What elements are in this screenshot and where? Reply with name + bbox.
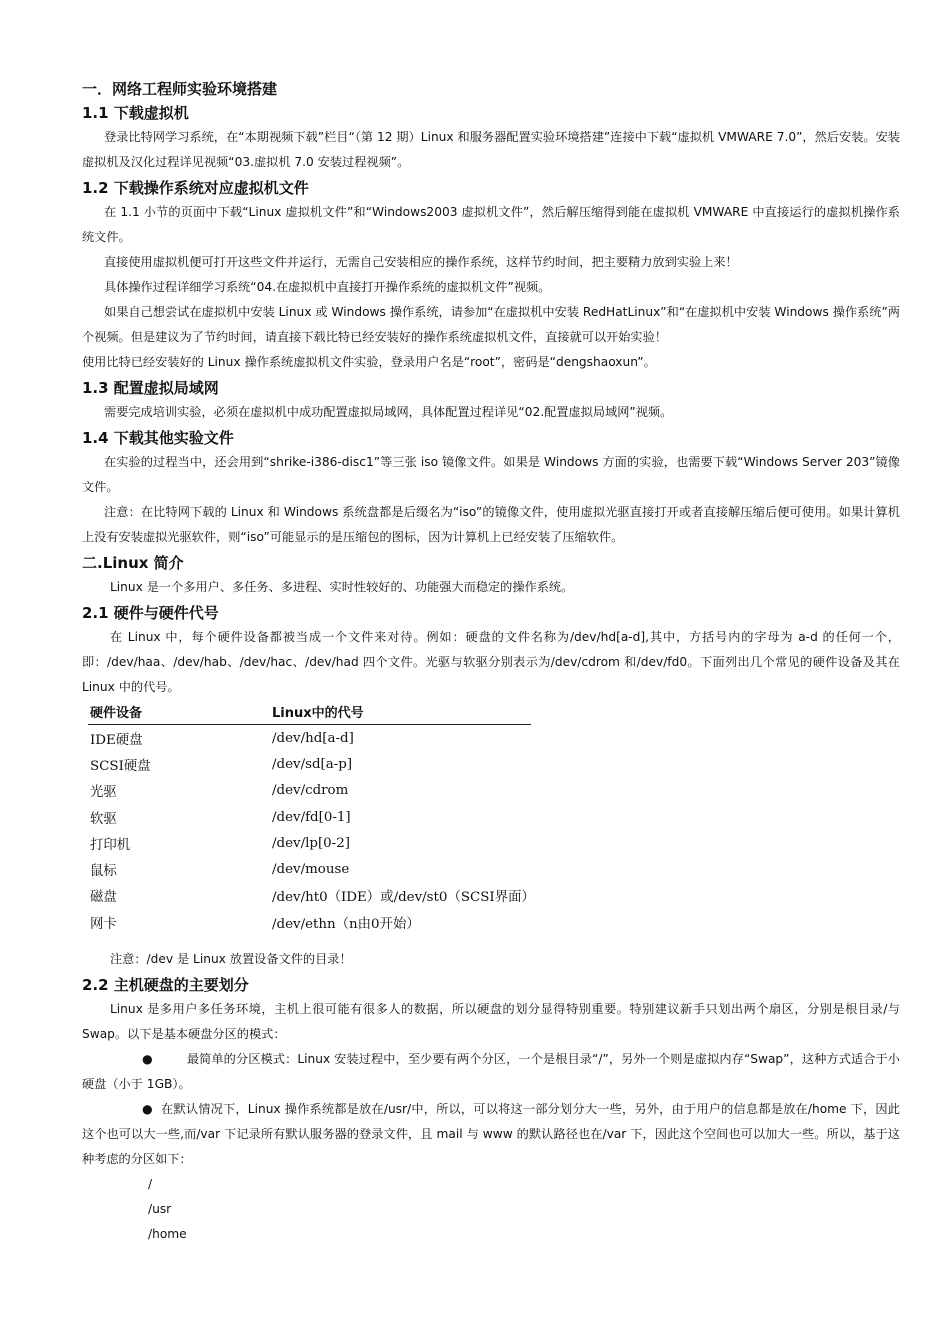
table-cell: 软驱 xyxy=(90,811,117,827)
hardware-table xyxy=(88,700,535,935)
paragraph: 登录比特网学习系统，在“本期视频下载”栏目“（第 12 期）Linux 和服务器配置实验环境搭建”连接中下载“虚拟机 VMWARE 7.0”，然后安装。安装虚拟机及汉化过程详见视频“03.虚拟机 7.0 安装过程视频”。 xyxy=(82,130,900,169)
table-cell: /dev/hd[a-d] xyxy=(272,730,354,746)
table-cell: /dev/ht0（IDE）或/dev/st0（SCSI界面） xyxy=(272,890,535,906)
paragraph: 注意：在比特网下载的 Linux 和 Windows 系统盘都是后缀名为“iso”的镜像文件，使用虚拟光驱直接打开或者直接解压缩后便可使用。如果计算机上没有安装虚拟光驱软件，则“iso”可能显示的是压缩包的图标，因为计算机上已经安装了压缩软件。 xyxy=(82,505,900,544)
paragraph: 需要完成培训实验，必须在虚拟机中成功配置虚拟局域网，具体配置过程详见“02.配置虚拟局域网”视频。 xyxy=(104,405,673,419)
paragraph: 在 Linux 中，每个硬件设备都被当成一个文件来对待。例如：硬盘的文件名称为/dev/hd[a-d],其中，方括号内的字母为 a-d 的任何一个，即：/dev/haa、/dev/hab、/dev/hac、/dev/had 四个文件。光驱与软驱分别表示为/dev/cdrom 和/dev/fd0。下面列出几个常见的硬件设备及其在 Linux 中的代号。 xyxy=(82,630,900,694)
section-1-3-heading: 1.3 配置虚拟局域网 xyxy=(82,379,219,397)
table-cell: 打印机 xyxy=(90,837,131,853)
table-cell: 磁盘 xyxy=(90,890,117,906)
bullet-text: 最简单的分区模式：Linux 安装过程中，至少要有两个分区，一个是根目录“/”，另外一个则是虚拟内存“Swap”，这种方式适合于小硬盘（小于 1GB）。 xyxy=(82,1052,900,1092)
partition-path: / xyxy=(148,1177,153,1192)
table-row xyxy=(88,778,531,804)
document-body xyxy=(82,78,900,1247)
paragraph: Linux 是多用户多任务环境，主机上很可能有很多人的数据，所以硬盘的划分显得特别重要。特别建议新手只划出两个扇区，分别是根目录/与 Swap。以下是基本硬盘分区的模式： xyxy=(82,1002,900,1042)
table-row xyxy=(88,830,531,856)
table-header-cell: Linux中的代号 xyxy=(270,700,531,725)
table-row xyxy=(88,909,531,935)
table-cell: SCSI硬盘 xyxy=(90,758,151,774)
table-cell: /dev/lp[0-2] xyxy=(272,835,350,851)
section-2-1-heading: 2.1 硬件与硬件代号 xyxy=(82,604,219,622)
table-cell: /dev/sd[a-p] xyxy=(272,756,353,772)
section-1-1-heading: 1.1 下载虚拟机 xyxy=(82,104,189,122)
bullet-text: 在默认情况下，Linux 操作系统都是放在/usr/中，所以，可以将这一部分划分大一些，另外，由于用户的信息都是放在/home 下，因此这个也可以大一些,而/var 下记录所有默认服务器的登录文件，且 mail 与 www 的默认路径也在/var 下，因此这个空间也可以加大一些。所以，基于这种考虑的分区如下： xyxy=(82,1102,900,1167)
note-paragraph: 注意：/dev 是 Linux 放置设备文件的目录！ xyxy=(110,952,352,967)
table-cell: 鼠标 xyxy=(90,864,117,880)
table-row xyxy=(88,804,531,830)
section-1-2-heading: 1.2 下载操作系统对应虚拟机文件 xyxy=(82,179,309,197)
paragraph: Linux 是一个多用户、多任务、多进程、实时性较好的、功能强大而稳定的操作系统。 xyxy=(110,580,574,594)
table-row xyxy=(88,751,531,777)
spacer xyxy=(82,935,900,947)
table-cell: IDE硬盘 xyxy=(90,732,143,748)
paragraph: 直接使用虚拟机便可打开这些文件并运行，无需自己安装相应的操作系统，这样节约时间，把主要精力放到实验上来！ xyxy=(104,255,738,269)
table-header-cell: 硬件设备 xyxy=(88,700,270,725)
table-cell: /dev/cdrom xyxy=(272,783,349,799)
table-row xyxy=(88,856,531,882)
bullet-icon: ● xyxy=(142,1052,153,1067)
bullet-item xyxy=(82,1097,900,1172)
paragraph: 使用比特已经安装好的 Linux 操作系统虚拟机文件实验，登录用户名是“root”，密码是“dengshaoxun”。 xyxy=(82,355,656,369)
table-cell: 光驱 xyxy=(90,785,117,801)
section-1-heading: 一．网络工程师实验环境搭建 xyxy=(82,80,278,98)
table-header-row xyxy=(88,700,531,725)
table-cell: /dev/fd[0-1] xyxy=(272,809,351,825)
paragraph: 如果自己想尝试在虚拟机中安装 Linux 或 Windows 操作系统，请参加“在虚拟机中安装 RedHatLinux”和“在虚拟机中安装 Windows 操作系统”两个视频。但是建议为了节约时间，请直接下载比特已经安装好的操作系统虚拟机文件，直接就可以开始实验！ xyxy=(82,305,900,344)
table-cell: /dev/mouse xyxy=(272,862,350,878)
table-cell: /dev/ethn（n由0开始） xyxy=(272,916,420,932)
paragraph: 在 1.1 小节的页面中下载“Linux 虚拟机文件”和“Windows2003 虚拟机文件”，然后解压缩得到能在虚拟机 VMWARE 中直接运行的虚拟机操作系统文件。 xyxy=(82,205,900,244)
table-row xyxy=(88,883,531,909)
bullet-item xyxy=(82,1047,900,1097)
section-2-heading: 二.Linux 简介 xyxy=(82,554,184,572)
partition-path: /usr xyxy=(148,1202,172,1217)
bullet-icon: ● xyxy=(142,1102,153,1117)
table-row xyxy=(88,725,531,752)
section-1-4-heading: 1.4 下载其他实验文件 xyxy=(82,429,234,447)
partition-path: /home xyxy=(148,1227,187,1242)
paragraph: 在实验的过程当中，还会用到“shrike-i386-disc1”等三张 iso 镜像文件。如果是 Windows 方面的实验，也需要下载“Windows Server 203”镜像文件。 xyxy=(82,455,900,494)
table-cell: 网卡 xyxy=(90,916,117,932)
paragraph: 具体操作过程详细学习系统“04.在虚拟机中直接打开操作系统的虚拟机文件”视频。 xyxy=(104,280,551,294)
section-2-2-heading: 2.2 主机硬盘的主要划分 xyxy=(82,976,249,995)
